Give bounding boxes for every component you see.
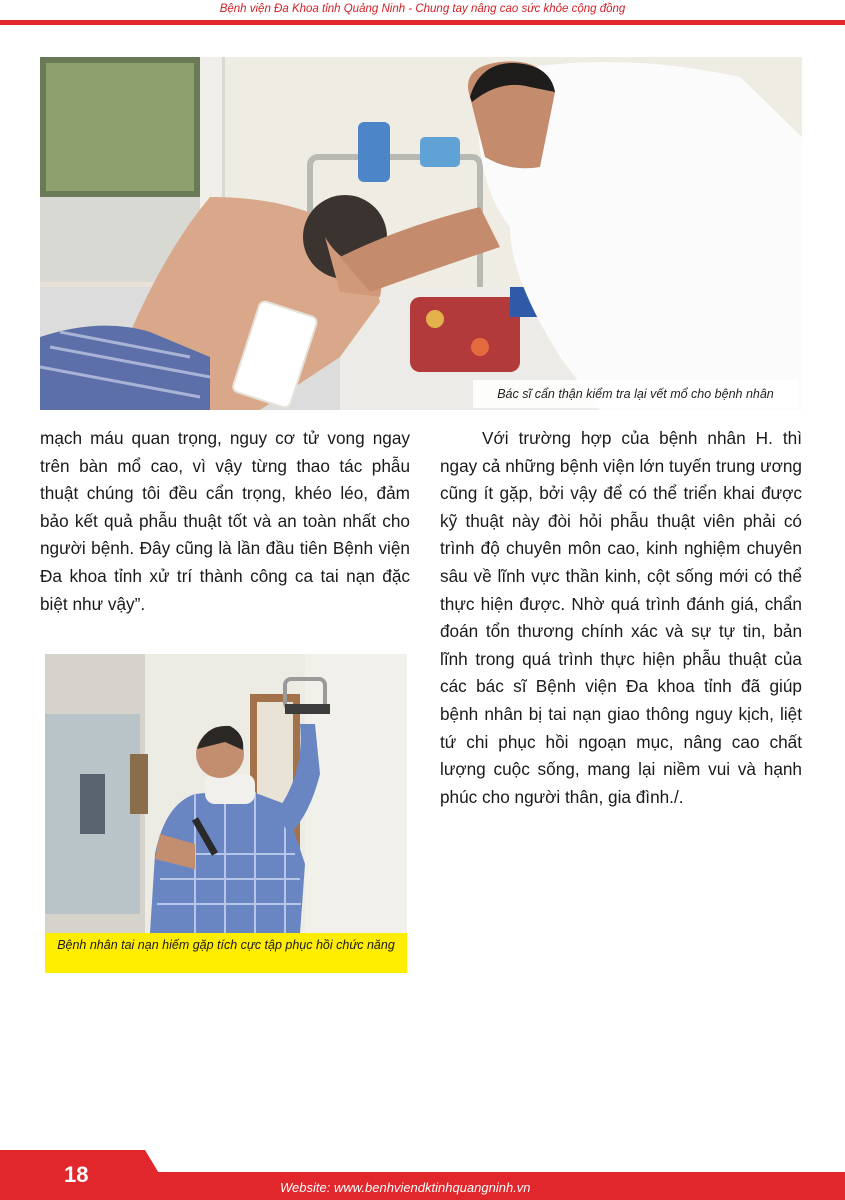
photo-bottom-caption: Bệnh nhân tai nạn hiếm gặp tích cực tập phục hồi chức năng [45, 933, 407, 973]
photo-patient-rehabilitation [45, 654, 407, 933]
article-paragraph: mạch máu quan trọng, nguy cơ tử vong ngay trên bàn mổ cao, vì vậy từng thao tác phẫu thuật chúng tôi đều cẩn trọng, khéo léo, đảm bảo kết quả phẫu thuật tốt và an toàn nhất cho người bệnh. Đây cũng là lần đầu tiên Bệnh viện Đa khoa tỉnh xử trí thành công ca tai nạn đặc biệt như vậy”. [40, 428, 410, 614]
header-rule [0, 20, 845, 25]
article-column-right [440, 425, 802, 811]
photo-top-caption: Bác sĩ cẩn thận kiểm tra lại vết mổ cho bệnh nhân [473, 380, 798, 408]
photo-top-illustration [40, 57, 802, 410]
article-paragraph: Với trường hợp của bệnh nhân H. thì ngay cả những bệnh viện lớn tuyến trung ương cũng ít gặp, bởi vậy để có thể triển khai được kỹ thuật này đòi hỏi phẫu thuật viên phải có trình độ chuyên môn cao, kinh nghiệm chuyên sâu về lĩnh vực thần kinh, cột sống mới có thể thực hiện được. Nhờ quá trình đánh giá, chẩn đoán tổn thương chính xác và sự tự tin, bản lĩnh trong quá trình thực hiện phẫu thuật của các bác sĩ Bệnh viện Đa khoa tỉnh đã giúp bệnh nhân bị tai nạn giao thông nguy kịch, liệt tứ chi phục hồi ngoạn mục, nâng cao chất lượng cuộc sống, mang lại niềm vui và hạnh phúc cho người thân, gia đình./. [440, 428, 802, 807]
article-column-left [40, 425, 410, 618]
photo-doctor-examining-patient [40, 57, 802, 410]
footer-website: Website: www.benhviendktinhquangninh.vn [280, 1180, 531, 1195]
running-header: Bệnh viện Đa Khoa tỉnh Quảng Ninh - Chung tay nâng cao sức khỏe cộng đồng [219, 3, 626, 15]
photo-bottom-illustration [45, 654, 407, 933]
page-number: 18 [64, 1162, 89, 1187]
